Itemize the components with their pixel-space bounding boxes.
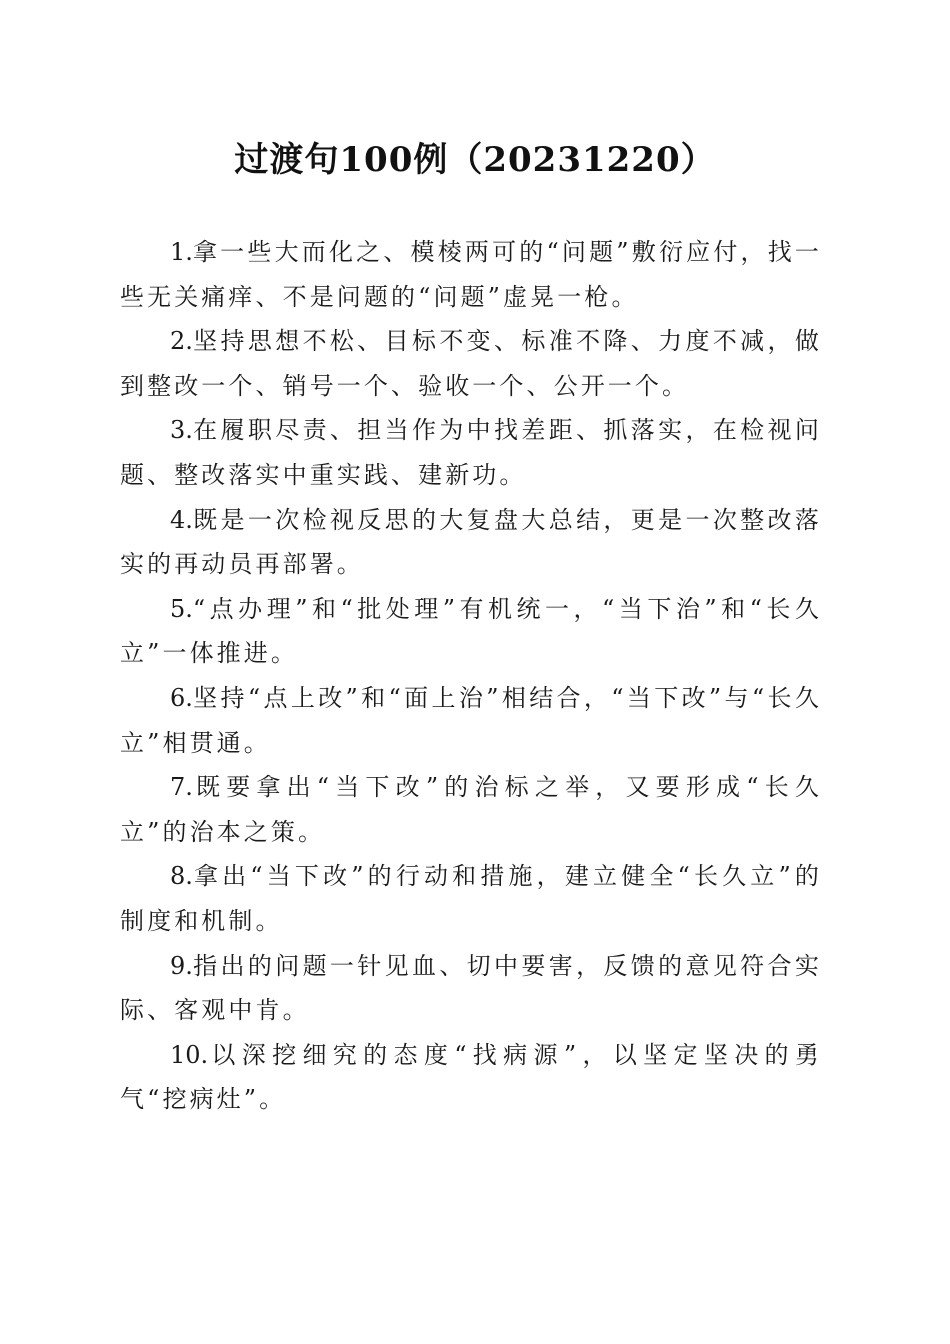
item-number: 2. — [170, 327, 193, 356]
item-number: 9. — [170, 951, 193, 980]
item-text: 既是一次检视反思的大复盘大总结，更是一次整改落实的再动员再部署。 — [120, 505, 822, 579]
item-number: 4. — [170, 505, 193, 534]
item-number: 1. — [170, 238, 193, 266]
list-item — [120, 854, 822, 943]
document-title: 过渡句100例（20231220） — [234, 140, 716, 180]
item-text: 拿出“当下改”的行动和措施，建立健全“长久立”的制度和机制。 — [120, 862, 822, 935]
item-text: 指出的问题一针见血、切中要害，反馈的意见符合实际、客观中肯。 — [120, 951, 822, 1025]
list-item — [120, 765, 822, 854]
list-item — [120, 944, 822, 1033]
list-item — [120, 587, 822, 676]
item-number: 5. — [170, 594, 193, 623]
item-text: 以深挖细究的态度“找病源”，以坚定坚决的勇气“挖病灶”。 — [120, 1040, 822, 1114]
list-item — [120, 319, 822, 408]
item-number: 3. — [170, 416, 193, 445]
item-text: 在履职尽责、担当作为中找差距、抓落实，在检视问题、整改落实中重实践、建新功。 — [120, 416, 822, 489]
item-text: 坚持思想不松、目标不变、标准不降、力度不减，做到整改一个、销号一个、验收一个、公开一个。 — [120, 327, 822, 400]
item-text: 拿一些大而化之、模棱两可的“问题”敷衍应付，找一些无关痛痒、不是问题的“问题”虚晃一枪。 — [120, 238, 822, 311]
document-body — [120, 230, 822, 1122]
list-item — [120, 498, 822, 587]
item-text: 既要拿出“当下改”的治标之举，又要形成“长久立”的治本之策。 — [120, 773, 822, 846]
list-item — [120, 1033, 822, 1122]
list-item — [120, 408, 822, 497]
item-number: 10. — [170, 1040, 209, 1069]
item-text: “点办理”和“批处理”有机统一，“当下治”和“长久立”一体推进。 — [120, 594, 822, 668]
list-item — [120, 230, 822, 319]
item-number: 6. — [170, 683, 193, 712]
item-text: 坚持“点上改”和“面上治”相结合，“当下改”与“长久立”相贯通。 — [120, 683, 822, 757]
item-number: 7. — [170, 773, 193, 802]
item-number: 8. — [170, 862, 193, 891]
list-item — [120, 676, 822, 765]
